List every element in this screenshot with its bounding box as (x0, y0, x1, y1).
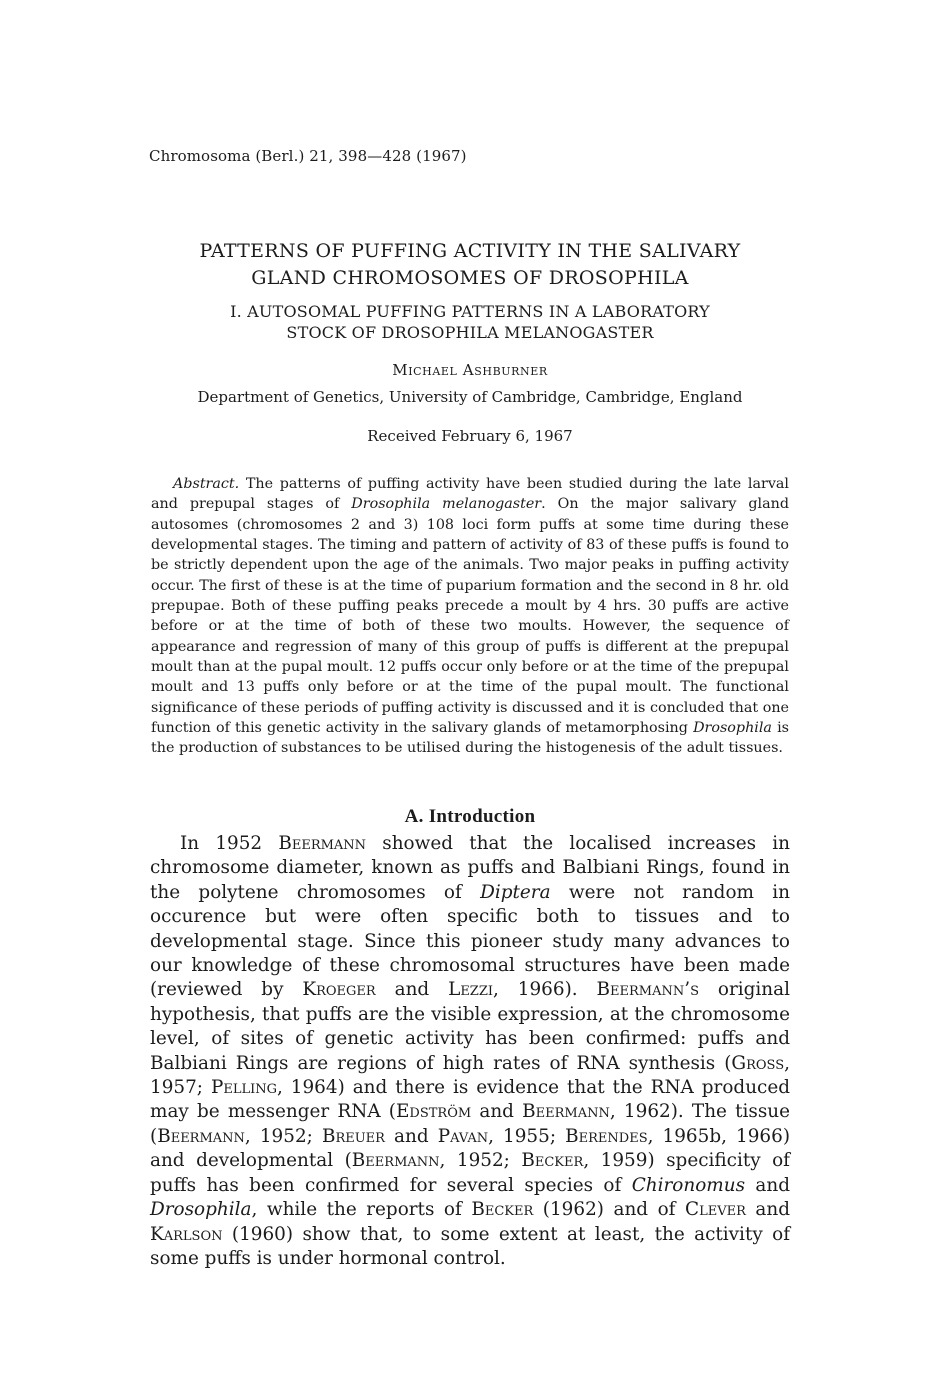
intro-text: were not random in occurence but were often specific both to tissues and to developmental stage. Since this pioneer study many advances to our knowledge of these chromosomal structures have been made (reviewed by (150, 881, 790, 1001)
abstract (151, 474, 789, 759)
intro-paragraph (150, 832, 790, 1271)
author-name: Michael Ashburner (392, 361, 548, 379)
received-date: Received February 6, 1967 (367, 427, 573, 445)
abstract-paragraph (151, 474, 789, 759)
title-line-1: PATTERNS OF PUFFING ACTIVITY IN THE SALIVARY (199, 240, 741, 262)
author-citation: Gross (731, 1052, 785, 1074)
author-citation: Edström (395, 1101, 472, 1123)
intro-text: original hypothesis, that puffs are the visible expression, at the chromosome level, of sites of genetic activity has been confirmed: puffs and Balbiani Rings are regions of high rates of RNA synthesis ( (150, 979, 790, 1074)
taxon-name: Drosophila (150, 1199, 252, 1221)
author-citation: Lezzi (448, 979, 494, 1001)
intro-text: and (745, 1199, 790, 1221)
intro-text: (1960) show that, to some extent at least, the activity of some puffs is under hormonal control. (150, 1223, 790, 1269)
intro-text: , 1966). (493, 979, 597, 1001)
author-citation: Clever (685, 1199, 746, 1221)
abstract-text: The patterns of puffing activity have been studied during the late larval and prepupal stages of (151, 476, 789, 513)
intro-text: , 1952; (244, 1125, 322, 1147)
author-citation: Kroeger (302, 979, 376, 1001)
intro-text: , 1952; (439, 1150, 522, 1172)
abstract-species: Drosophila melanogaster (351, 496, 542, 513)
author-citation: Berendes (565, 1125, 648, 1147)
intro-text: , 1959) specificity of puffs has been confirmed for several species of (150, 1150, 790, 1196)
abstract-text: is the production of substances to be utilised during the histogenesis of the adult tissues. (151, 720, 789, 757)
abstract-label: Abstract. (173, 476, 240, 492)
intro-text: , 1957; (150, 1052, 790, 1099)
taxon-name: Chironomus (631, 1174, 746, 1196)
paper-title (150, 238, 790, 292)
author-citation: Beermann (278, 833, 367, 854)
intro-text: , 1964) and there is evidence that the RNA produced may be messenger RNA ( (150, 1077, 790, 1123)
author-citation: Beermann’s (596, 979, 699, 1001)
intro-text: , 1955; (488, 1125, 566, 1147)
intro-text: and (745, 1174, 790, 1196)
author-citation: Breuer (321, 1125, 385, 1147)
author-citation: Becker (471, 1199, 534, 1221)
intro-text: (1962) and of (533, 1199, 686, 1221)
section-heading: A. Introduction (404, 806, 536, 827)
abstract-text: . On the major salivary gland autosomes (chromosomes 2 and 3) 108 loci form puffs at some time during these developmental stages. The timing and pattern of activity of 83 of these puffs is found to be strictly dependent upon the age of the animals. Two major peaks in puffing activity occur. The first of these is at the time of puparium formation and the second in 8 hr. old prepupae. Both of these puffing peaks precede a moult by 4 hrs. 30 puffs are active before or at the time of both of these two moults. However, the sequence of appearance and regression of many of this group of puffs is different at the prepupal moult than at the pupal moult. 12 puffs occur only before or at the time of the prepupal moult and 13 puffs only before or at the time of the pupal moult. The functional significance of these periods of puffing activity is discussed and it is concluded that one function of this genetic activity in the salivary glands of metamorphosing (151, 496, 789, 737)
taxon-name: Diptera (480, 881, 551, 903)
author-citation: Karlson (150, 1223, 223, 1245)
subtitle-line-2: STOCK OF DROSOPHILA MELANOGASTER (286, 323, 654, 342)
introduction-body (150, 832, 790, 1271)
author-citation: Beermann (522, 1101, 610, 1123)
intro-text: In 1952 (180, 833, 279, 854)
intro-text: showed that the localised increases in chromosome diameter, known as puffs and Balbiani Rings, found in the polytene chromosomes of (150, 833, 790, 903)
intro-text: and (384, 1125, 438, 1147)
intro-text: , 1962). The tissue ( (150, 1101, 790, 1147)
intro-text: and (375, 979, 449, 1001)
author-citation: Becker (521, 1150, 584, 1172)
author-citation: Pelling (210, 1077, 277, 1099)
intro-text: , 1965b, 1966) and developmental ( (150, 1125, 791, 1172)
paper-subtitle (150, 301, 790, 343)
journal-citation: Chromosoma (Berl.) 21, 398—428 (1967) (149, 147, 467, 165)
title-line-2: GLAND CHROMOSOMES OF DROSOPHILA (251, 267, 689, 289)
author-affiliation: Department of Genetics, University of Cambridge, Cambridge, England (197, 388, 743, 406)
author-citation: Beermann (351, 1150, 440, 1172)
intro-text: and (471, 1101, 523, 1123)
author-citation: Beermann (157, 1125, 245, 1147)
author-citation: Pavan (437, 1125, 489, 1147)
subtitle-line-1: I. AUTOSOMAL PUFFING PATTERNS IN A LABORATORY (230, 302, 710, 321)
abstract-genus: Drosophila (693, 720, 772, 737)
intro-text: , while the reports of (251, 1199, 472, 1221)
